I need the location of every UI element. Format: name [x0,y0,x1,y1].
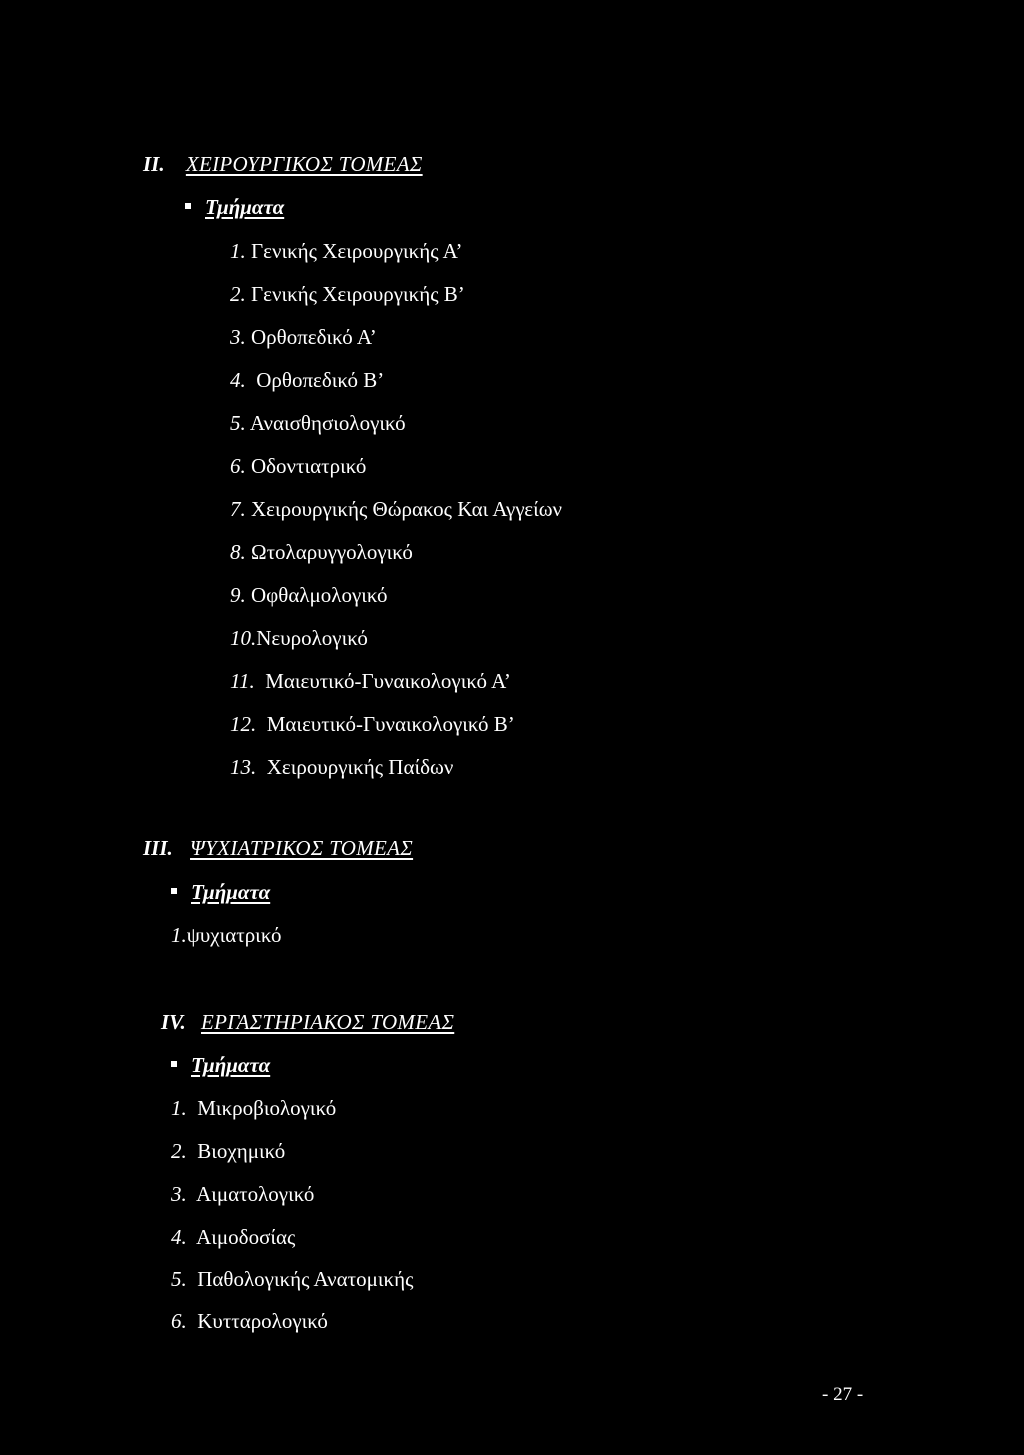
section-number: IV. [161,1010,186,1034]
list-item: 6. Κυτταρολογικό [171,1309,328,1333]
list-item: 1. Γενικής Χειρουργικής Α’ [230,239,463,263]
bullet-icon [171,888,177,894]
list-item: 1. Μικροβιολογικό [171,1096,337,1120]
list-item: 3. Ορθοπεδικό Α’ [230,325,377,349]
subheading-departments [185,197,284,218]
list-item: 6. Οδοντιατρικό [230,454,367,478]
list-item: 7. Χειρουργικής Θώρακος Και Αγγείων [230,497,563,521]
subheading-label: Τμήματα [205,195,285,219]
list-item: 4. Αιμοδοσίας [171,1225,296,1249]
subheading-label: Τμήματα [191,880,271,904]
section-number: II. [143,152,165,176]
section-title: ΕΡΓΑΣΤΗΡΙΑΚΟΣ ΤΟΜΕΑΣ [200,1010,455,1034]
list-item: 10.Νευρολογικό [230,626,368,650]
list-item: 4. Ορθοπεδικό Β’ [230,368,385,392]
section-title: ΧΕΙΡΟΥΡΓΙΚΟΣ ΤΟΜΕΑΣ [185,152,423,176]
list-item: 1.ψυχιατρικό [171,923,282,947]
section-heading-laboratory [161,1012,454,1033]
list-item: 12. Μαιευτικό-Γυναικολογικό Β’ [230,712,515,736]
bullet-icon [185,203,191,209]
list-item: 9. Οφθαλμολογικό [230,583,388,607]
subheading-departments [171,882,270,903]
list-item: 8. Ωτολαρυγγολογικό [230,540,413,564]
list-item: 3. Αιματολογικό [171,1182,315,1206]
page-number: - 27 - [822,1384,864,1405]
list-item: 2. Βιοχημικό [171,1139,286,1163]
section-heading-surgical [143,154,423,175]
bullet-icon [171,1061,177,1067]
subheading-departments [171,1055,270,1076]
list-item: 5. Παθολογικής Ανατομικής [171,1267,414,1291]
section-heading-psychiatric [143,838,413,859]
list-item: 13. Χειρουργικής Παίδων [230,755,454,779]
list-item: 5. Αναισθησιολογικό [230,411,406,435]
list-item: 11. Μαιευτικό-Γυναικολογικό Α’ [230,669,511,693]
section-title: ΨΥΧΙΑΤΡΙΚΟΣ ΤΟΜΕΑΣ [190,836,414,860]
section-number: III. [143,836,173,860]
subheading-label: Τμήματα [191,1053,271,1077]
list-item: 2. Γενικής Χειρουργικής Β’ [230,282,465,306]
